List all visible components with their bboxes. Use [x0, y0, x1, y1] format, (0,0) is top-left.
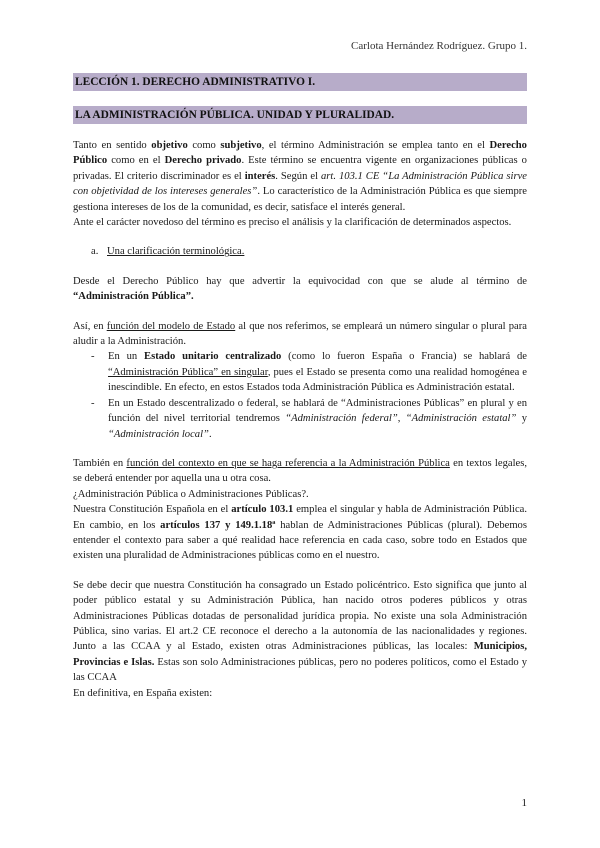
section-title: LA ADMINISTRACIÓN PÚBLICA. UNIDAD Y PLURALIDAD.	[73, 106, 527, 124]
list-item: - En un Estado unitario centralizado (como lo fueron España o Francia) se hablará de “Administración Pública” en singular, pues el Estado se presenta como una realidad homogénea e inescindible. En efecto, en estos Estados toda Administración Pública es Administración estatal.	[91, 351, 528, 394]
paragraph-question: ¿Administración Pública o Administraciones Públicas?.	[73, 488, 309, 500]
page-header-author: Carlota Hernández Rodríguez. Grupo 1.	[351, 40, 527, 52]
document-body	[73, 138, 527, 701]
list-item: - En un Estado descentralizado o federal, se hablará de “Administraciones Públicas” en plural y en función del nivel territorial tendremos “Administración federal”, “Administración estatal” y “Administración local”.	[91, 397, 528, 440]
lesson-title: LECCIÓN 1. DERECHO ADMINISTRATIVO I.	[73, 73, 527, 91]
paragraph-policentrico: Se debe decir que nuestra Constitución ha consagrado un Estado policéntrico. Esto significa que junto al poder público estatal y su Administración Pública, han nacido otros poderes públicos y otras Administraciones Públicas dotadas de personalidad jurídica propia. No existe una sola Administración Pública, sino varias. El art.2 CE reconoce el derecho a la autonomía de las nacionalidades y regiones. Junto a las CCAA y al Estado, existen otras Administraciones públicas, las locales: Municipios, Provincias e Islas. Estas son solo Administraciones públicas, pero no poderes políticos, como el Estado y las CCAA	[73, 579, 528, 684]
paragraph-contexto: También en función del contexto en que se haga referencia a la Administración Pública en textos legales, se deberá entender por aquella una u otra cosa.	[73, 457, 527, 485]
bullet-list	[73, 349, 527, 441]
paragraph-conclusion: En definitiva, en España existen:	[73, 687, 213, 699]
paragraph-definition: Tanto en sentido objetivo como subjetivo, el término Administración se emplea tanto en el Derecho Público como en el Derecho privado. Este término se encuentra vigente en organizaciones públicas o privadas. El criterio discriminador es el interés. Según el art. 103.1 CE “La Administración Pública sirve con objetividad de los intereses generales”. Lo característico de la Administración Pública es que siempre gestiona intereses de los de la comunidad, es decir, satisface el interés general.	[73, 140, 527, 213]
subsection-heading: a. Una clarificación terminológica.	[91, 246, 245, 258]
paragraph-equivocidad: Desde el Derecho Público hay que advertir la equivocidad con que se alude al término de “Administración Pública”.	[73, 275, 527, 303]
paragraph-modelo-estado: Así, en función del modelo de Estado al que nos referimos, se empleará un número singular o plural para aludir a la Administración.	[73, 320, 527, 348]
page-number: 1	[521, 797, 527, 809]
paragraph-analysis: Ante el carácter novedoso del término es preciso el análisis y la clarificación de determinados aspectos.	[73, 217, 512, 229]
paragraph-constitucion: Nuestra Constitución Española en el artículo 103.1 emplea el singular y habla de Administración Pública. En cambio, en los artículos 137 y 149.1.18ª hablan de Administraciones Públicas (plural). Debemos entender el contexto para saber a qué realidad hace referencia en cada caso, sobre todo en Estados que existen una pluralidad de Administraciones públicas como en el nuestro.	[73, 504, 528, 562]
